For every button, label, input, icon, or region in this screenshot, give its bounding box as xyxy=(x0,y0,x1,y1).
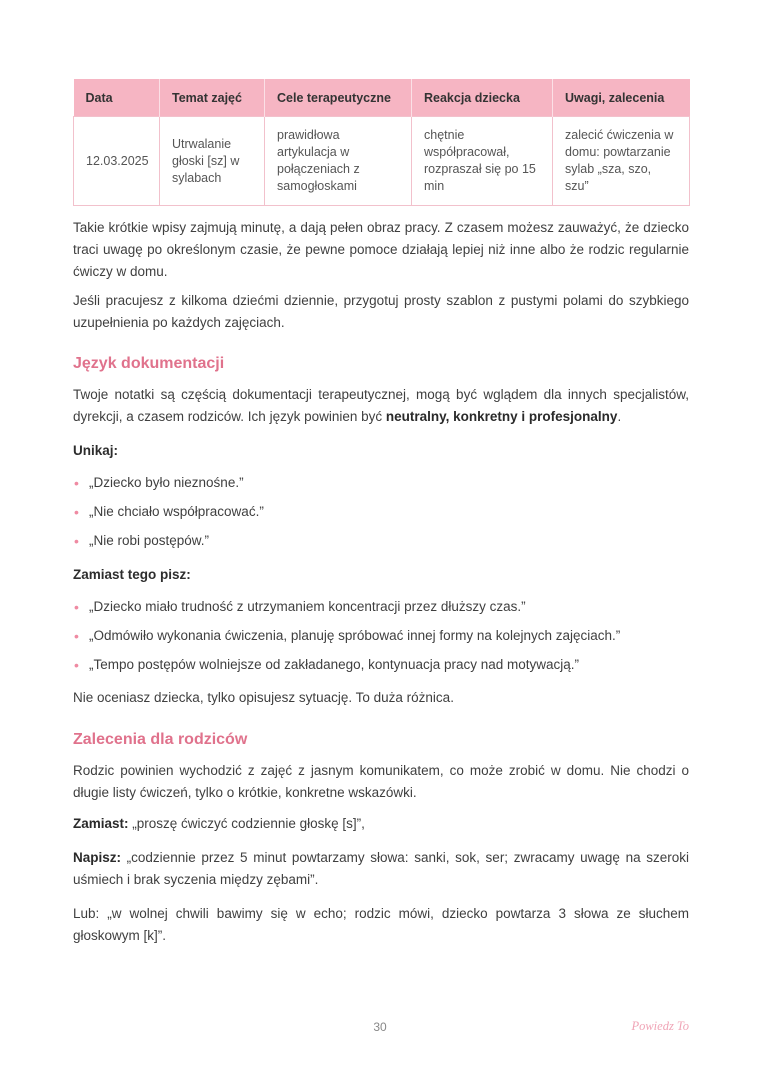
table-cell-topic: Utrwalanie głoski [sz] w sylabach xyxy=(160,117,265,206)
table-header-cell: Reakcja dziecka xyxy=(412,79,553,117)
avoid-list xyxy=(73,472,689,552)
instead-list xyxy=(73,596,689,676)
section-heading: Zalecenia dla rodziców xyxy=(73,731,248,748)
footer-brand: Powiedz To xyxy=(631,1019,689,1033)
bullet-icon: • xyxy=(74,533,79,549)
table-cell-date: 12.03.2025 xyxy=(74,117,160,206)
list-label: Zamiast tego pisz: xyxy=(73,567,191,582)
session-notes-table xyxy=(73,79,690,206)
table-row xyxy=(74,117,690,206)
list-label: Unikaj: xyxy=(73,443,119,458)
bullet-icon: • xyxy=(74,599,79,615)
bullet-icon: • xyxy=(74,657,79,673)
table-cell-notes: zalecić ćwiczenia w domu: powtarzanie sylab „sza, szo, szu” xyxy=(553,117,690,206)
text-span: . xyxy=(617,409,622,424)
list-item-text: „Odmówiło wykonania ćwiczenia, planuję spróbować innej formy na kolejnych zajęciach.” xyxy=(89,628,621,643)
text-span: „proszę ćwiczyć codziennie głoskę [s]”, xyxy=(128,816,365,831)
paragraph: Takie krótkie wpisy zajmują minutę, a dają pełen obraz pracy. Z czasem możesz zauważyć, że dziecko traci uwagę po określonym czasie, że pewne pomoce działają lepiej niż inne albo że rodzic regularnie ćwiczy w domu. xyxy=(73,220,689,279)
table-header-cell: Data xyxy=(74,79,160,117)
emphasis-text: neutralny, konkretny i profesjonalny xyxy=(385,409,618,424)
text-span: Twoje notatki są częścią dokumentacji terapeutycznej, mogą być wglądem dla innych specjalistów, dyrekcji, a czasem rodziców. Ich język powinien być xyxy=(73,387,689,424)
list-item xyxy=(73,625,689,654)
list-item xyxy=(73,596,689,625)
list-item-text: „Nie robi postępów.” xyxy=(89,533,210,548)
paragraph xyxy=(73,813,689,835)
paragraph: Jeśli pracujesz z kilkoma dziećmi dziennie, przygotuj prosty szablon z pustymi polami do szybkiego uzupełnienia po każdych zajęciach. xyxy=(73,293,689,330)
list-item xyxy=(73,530,689,552)
emphasis-text: Zamiast: xyxy=(73,816,129,831)
emphasis-text: Napisz: xyxy=(73,850,122,865)
paragraph: Lub: „w wolnej chwili bawimy się w echo; rodzic mówi, dziecko powtarza 3 słowa ze słuchem głoskowym [k]”. xyxy=(73,906,689,943)
list-item xyxy=(73,472,689,501)
table-header-cell: Cele terapeutyczne xyxy=(265,79,412,117)
bullet-icon: • xyxy=(74,475,79,491)
list-item-text: „Dziecko było nieznośne.” xyxy=(89,475,244,490)
page-content xyxy=(73,79,689,947)
list-item-text: „Tempo postępów wolniejsze od zakładanego, kontynuacja pracy nad motywacją.” xyxy=(89,657,580,672)
table-header-cell: Uwagi, zalecenia xyxy=(553,79,690,117)
table-header-cell: Temat zajęć xyxy=(160,79,265,117)
list-item xyxy=(73,501,689,530)
section-heading: Język dokumentacji xyxy=(73,355,225,372)
table-cell-goals: prawidłowa artykulacja w połączeniach z samogłoskami xyxy=(265,117,412,206)
list-item-text: „Nie chciało współpracować.” xyxy=(89,504,264,519)
list-item xyxy=(73,654,689,676)
bullet-icon: • xyxy=(74,504,79,520)
paragraph xyxy=(73,847,689,891)
paragraph: Nie oceniasz dziecka, tylko opisujesz sytuację. To duża różnica. xyxy=(73,690,454,705)
paragraph: Rodzic powinien wychodzić z zajęć z jasnym komunikatem, co może zrobić w domu. Nie chodzi o długie listy ćwiczeń, tylko o krótkie, konkretne wskazówki. xyxy=(73,763,689,800)
bullet-icon: • xyxy=(74,628,79,644)
text-span: „codziennie przez 5 minut powtarzamy słowa: sanki, sok, ser; zwracamy uwagę na szeroki uśmiech i brak syczenia między zębami”. xyxy=(73,850,689,887)
page-number: 30 xyxy=(373,1020,387,1034)
table-cell-reaction: chętnie współpracował, rozpraszał się po 15 min xyxy=(412,117,553,206)
list-item-text: „Dziecko miało trudność z utrzymaniem koncentracji przez dłuższy czas.” xyxy=(89,599,526,614)
paragraph xyxy=(73,384,689,428)
table-header-row xyxy=(74,79,690,117)
